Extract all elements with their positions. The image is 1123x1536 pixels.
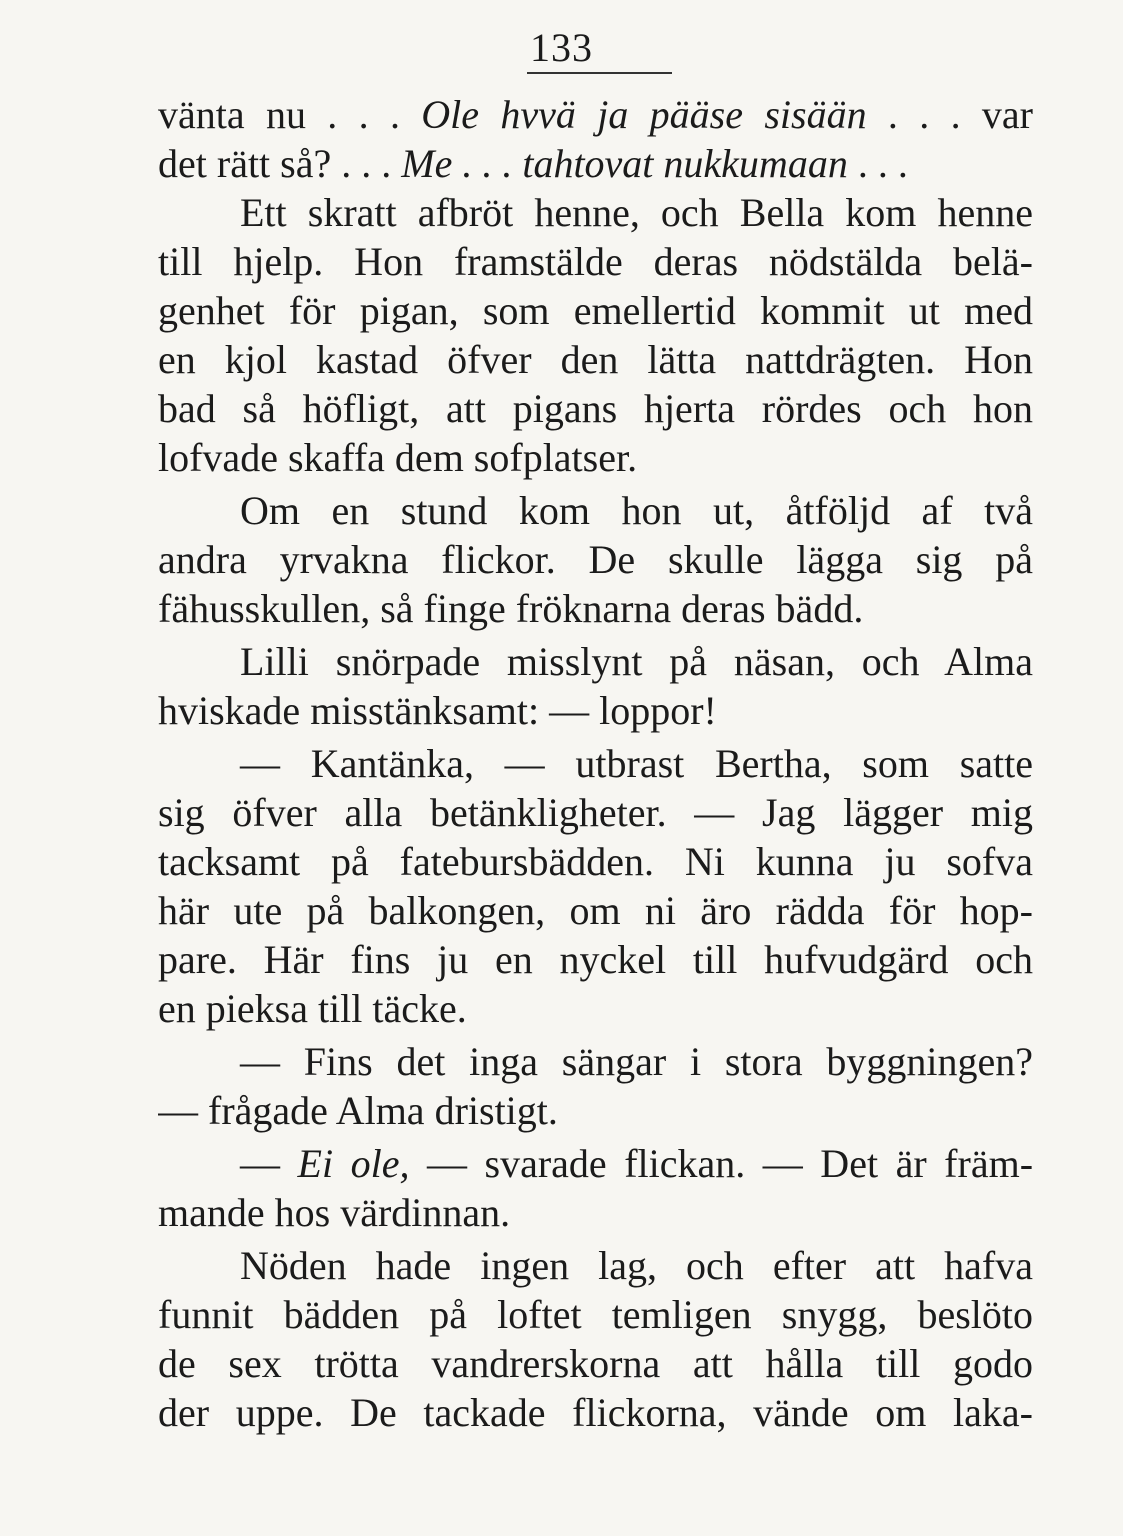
page-number: 133 bbox=[530, 25, 593, 70]
text-line: funnit bädden på loftet temligen snygg, beslöto bbox=[158, 1292, 1033, 1337]
text-line: lofvade skaffa dem sofplatser. bbox=[158, 435, 638, 480]
italic-phrase: Ole hvvä ja pääse sisään bbox=[421, 92, 867, 137]
text-line: genhet för pigan, som emellertid kommit ut med bbox=[158, 288, 1033, 333]
text-line: Om en stund kom hon ut, åtföljd af två bbox=[240, 488, 1033, 533]
text-line: bad så höfligt, att pigans hjerta rördes och hon bbox=[158, 386, 1033, 431]
italic-phrase: Ei ole, bbox=[297, 1141, 410, 1186]
text-line: en kjol kastad öfver den lätta nattdrägten. Hon bbox=[158, 337, 1033, 382]
text-line: här ute på balkongen, om ni äro rädda för hop- bbox=[158, 888, 1033, 933]
italic-phrase: Me . . . tahtovat nukkumaan bbox=[401, 141, 848, 186]
text-line: andra yrvakna flickor. De skulle lägga sig på bbox=[158, 537, 1033, 582]
text-line: sig öfver alla betänkligheter. — Jag lägger mig bbox=[158, 790, 1033, 835]
text-line: de sex trötta vandrerskorna att hålla till godo bbox=[158, 1341, 1033, 1386]
page-number-rule bbox=[527, 72, 672, 74]
text-line: Nöden hade ingen lag, och efter att hafva bbox=[240, 1243, 1033, 1288]
text-line: vänta nu . . . Ole hvvä ja pääse sisään . . . var bbox=[158, 92, 1033, 137]
text-line: Lilli snörpade misslynt på näsan, och Alma bbox=[240, 639, 1033, 684]
text-line: — frågade Alma dristigt. bbox=[158, 1088, 558, 1133]
text-line: mande hos värdinnan. bbox=[158, 1190, 511, 1235]
text-line: tacksamt på fatebursbädden. Ni kunna ju sofva bbox=[158, 839, 1033, 884]
text-line: en pieksa till täcke. bbox=[158, 986, 467, 1031]
text-line: hviskade misstänksamt: — loppor! bbox=[158, 688, 717, 733]
text-line: det rätt så? . . . Me . . . tahtovat nukkumaan . . . bbox=[158, 141, 908, 186]
text-line: — Fins det inga sängar i stora byggningen? bbox=[240, 1039, 1033, 1084]
body-text bbox=[158, 90, 1033, 1437]
text-line: — Ei ole, — svarade flickan. — Det är främ- bbox=[240, 1141, 1033, 1186]
text-line: till hjelp. Hon framstälde deras nödstälda belä- bbox=[158, 239, 1033, 284]
text-line: pare. Här fins ju en nyckel till hufvudgärd och bbox=[158, 937, 1033, 982]
text-line: — Kantänka, — utbrast Bertha, som satte bbox=[240, 741, 1033, 786]
text-line: der uppe. De tackade flickorna, vände om laka- bbox=[158, 1390, 1033, 1435]
text-line: fähusskullen, så finge fröknarna deras bädd. bbox=[158, 586, 864, 631]
text-line: Ett skratt afbröt henne, och Bella kom henne bbox=[240, 190, 1033, 235]
